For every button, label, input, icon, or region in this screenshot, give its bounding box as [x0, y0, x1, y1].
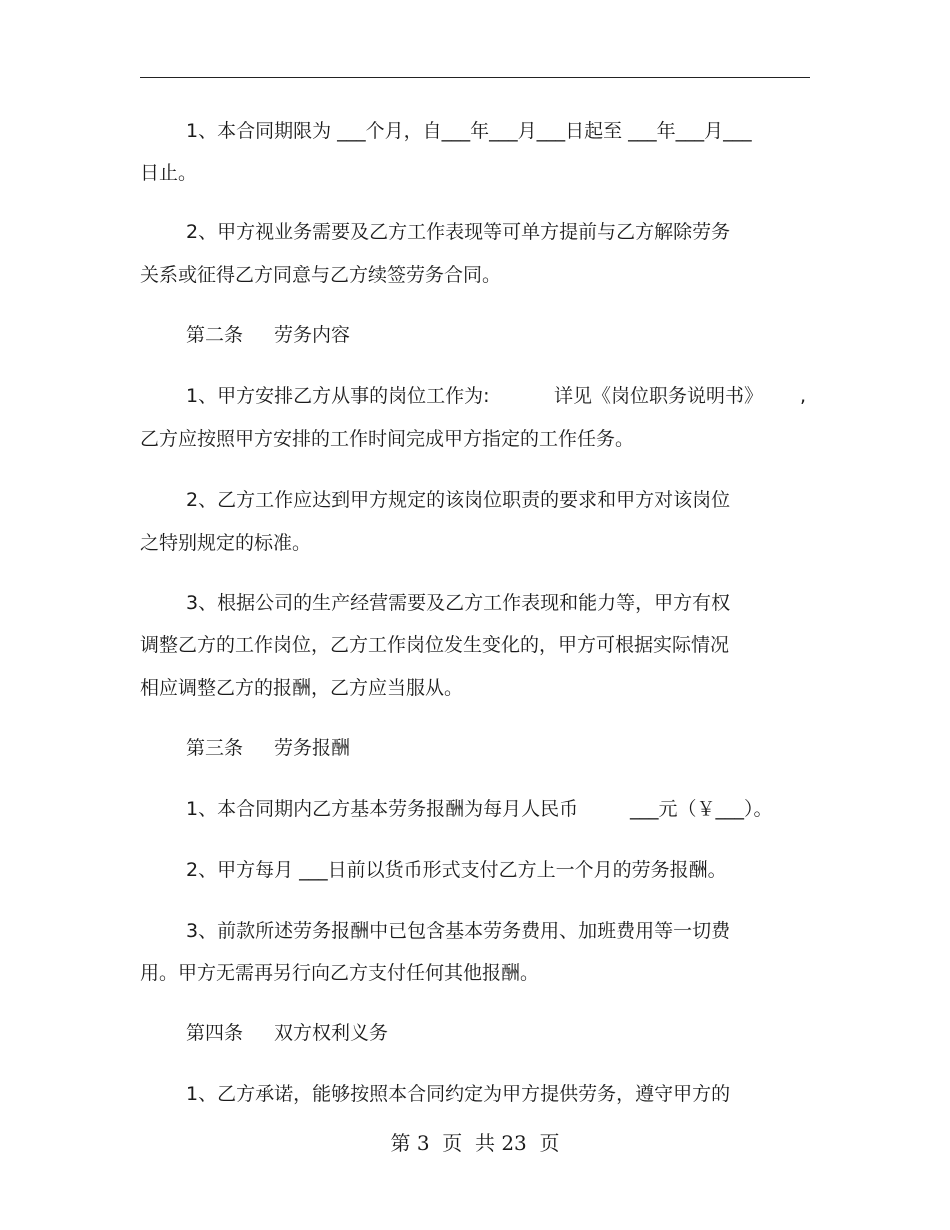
- article-4-title: 双方权利义务: [274, 1022, 389, 1044]
- clause-2-2-line-2: 之特别规定的标准。: [140, 532, 312, 554]
- page-footer: 第 3 页 共 23 页: [390, 1131, 560, 1155]
- header-rule: [140, 77, 810, 78]
- clause-1-2-line-2: 关系或征得乙方同意与乙方续签劳务合同。: [140, 264, 502, 286]
- clause-3-3-line-2: 用。甲方无需再另行向乙方支付任何其他报酬。: [140, 962, 540, 984]
- clause-3-1-line-1: 1、本合同期内乙方基本劳务报酬为每月人民币: [186, 798, 579, 820]
- clause-1-2-line-1: 2、甲方视业务需要及乙方工作表现等可单方提前与乙方解除劳务: [186, 221, 731, 243]
- article-3-title: 劳务报酬: [274, 737, 351, 759]
- clause-3-2-line-1: 2、甲方每月 ___日前以货币形式支付乙方上一个月的劳务报酬。: [186, 859, 727, 881]
- article-4-number: 第四条: [186, 1022, 244, 1044]
- clause-2-1-line-2: 乙方应按照甲方安排的工作时间完成甲方指定的工作任务。: [140, 428, 635, 450]
- clause-1-1-line-2: 日止。: [140, 162, 198, 184]
- clause-2-3-line-3: 相应调整乙方的报酬，乙方应当服从。: [140, 677, 464, 699]
- clause-2-2-line-1: 2、乙方工作应达到甲方规定的该岗位职责的要求和甲方对该岗位: [186, 489, 731, 511]
- clause-3-1-amount-fill: ___元（￥___）。: [630, 798, 773, 820]
- clause-4-1-line-1: 1、乙方承诺，能够按照本合同约定为甲方提供劳务，遵守甲方的: [186, 1083, 731, 1105]
- clause-2-3-line-2: 调整乙方的工作岗位，乙方工作岗位发生变化的，甲方可根据实际情况: [140, 634, 730, 656]
- clause-1-1-line-1: 1、本合同期限为 ___个月，自___年___月___日起至 ___年___月___: [186, 120, 752, 142]
- clause-2-1-comma: ,: [800, 385, 807, 407]
- clause-2-1-line-1: 1、甲方安排乙方从事的岗位工作为:: [186, 385, 490, 407]
- article-2-title: 劳务内容: [274, 324, 351, 346]
- clause-2-1-position-fill: 详见《岗位职务说明书》: [554, 385, 764, 407]
- clause-2-3-line-1: 3、根据公司的生产经营需要及乙方工作表现和能力等，甲方有权: [186, 592, 731, 614]
- article-3-number: 第三条: [186, 737, 244, 759]
- clause-3-3-line-1: 3、前款所述劳务报酬中已包含基本劳务费用、加班费用等一切费: [186, 920, 731, 942]
- article-2-number: 第二条: [186, 324, 244, 346]
